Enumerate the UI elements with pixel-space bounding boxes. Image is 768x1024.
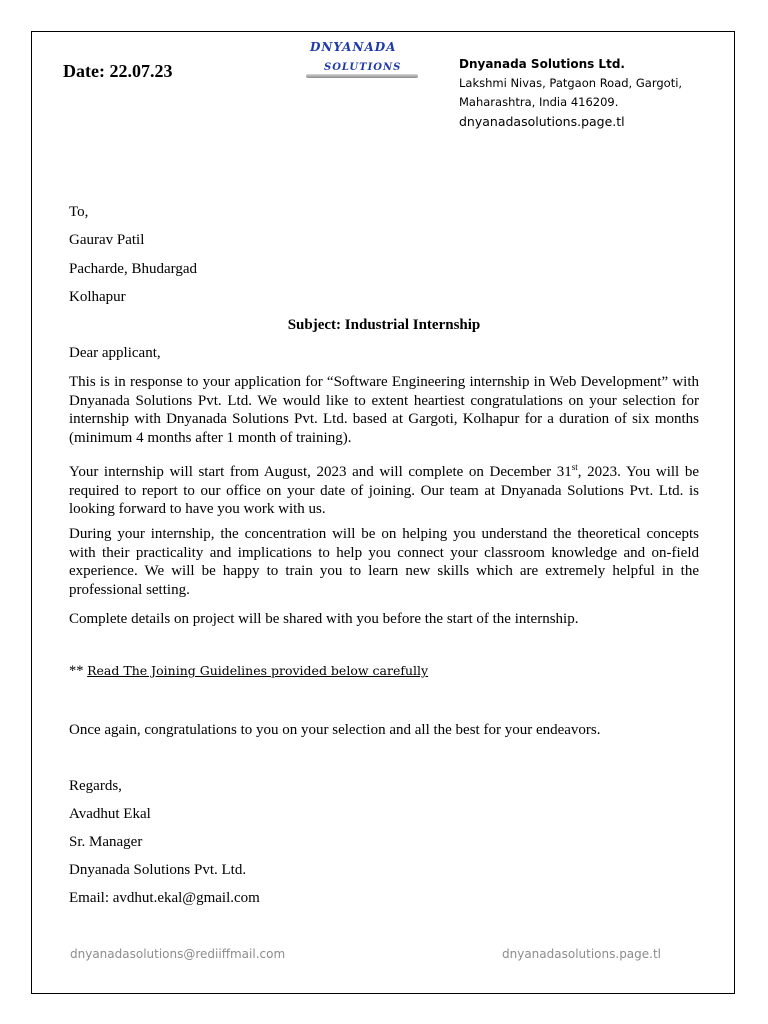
letter-subject: Subject: Industrial Internship xyxy=(287,317,481,333)
closing-line: Once again, congratulations to you on your selection and all the best for your endeavors. xyxy=(69,722,601,738)
recipient-address1: Pacharde, Bhudargad xyxy=(69,261,198,277)
recipient-name: Gaurav Patil xyxy=(69,232,145,248)
footer-email: dnyanadasolutions@rediiffmail.com xyxy=(70,947,286,961)
paragraph-2-part1: Your internship will start from August, 2023 and will complete on December 31 xyxy=(69,464,572,480)
note-text: Read The Joining Guidelines provided below carefully xyxy=(87,663,429,678)
letter-date: Date: 22.07.23 xyxy=(63,61,173,81)
company-address-block xyxy=(459,55,682,131)
paragraph-2-superscript: st xyxy=(571,462,578,472)
company-name: Dnyanada Solutions Ltd. xyxy=(459,57,625,71)
company-address-line2: Maharashtra, India 416209. xyxy=(459,95,619,109)
logo-top-text: DNYANADA xyxy=(310,40,397,54)
paragraph-3: During your internship, the concentration will be on helping you understand the theoretical concepts with their practicality and implications to help you connect your classroom knowledge and on-field experience. We will be happy to train you to learn new skills which are extremely helpful in the professional setting. xyxy=(69,526,699,598)
signature-company: Dnyanada Solutions Pvt. Ltd. xyxy=(69,862,247,878)
note-prefix: ** xyxy=(69,663,88,679)
joining-guidelines-note xyxy=(69,663,428,680)
company-website: dnyanadasolutions.page.tl xyxy=(459,114,625,129)
signature-title: Sr. Manager xyxy=(69,834,143,850)
paragraph-2-part2: , 2023. You will be required to report to our office on your date of joining. Our team at Dnyanada Solutions Pvt. Ltd. is looking forward to have you work with us. xyxy=(69,464,699,517)
company-logo xyxy=(298,40,422,82)
paragraph-1: This is in response to your application for “Software Engineering internship in Web Development” with Dnyanada Solutions Pvt. Ltd. We would like to extent heartiest congratulations on your selection for internship with Dnyanada Solutions Pvt. Ltd. based at Gargoti, Kolhapur for a duration of six months (minimum 4 months after 1 month of training). xyxy=(69,374,699,446)
salutation: Dear applicant, xyxy=(69,345,161,361)
paragraph-4: Complete details on project will be shared with you before the start of the internship. xyxy=(69,611,579,627)
signature-name: Avadhut Ekal xyxy=(69,806,151,822)
paragraph-2 xyxy=(69,458,699,519)
recipient-address2: Kolhapur xyxy=(69,289,126,305)
recipient-to: To, xyxy=(69,204,89,220)
logo-underline xyxy=(306,74,418,78)
signature-email: Email: avdhut.ekal@gmail.com xyxy=(69,890,260,906)
signature-regards: Regards, xyxy=(69,778,122,794)
footer-website: dnyanadasolutions.page.tl xyxy=(502,947,662,961)
logo-bottom-text: SOLUTIONS xyxy=(324,62,402,73)
company-address-line1: Lakshmi Nivas, Patgaon Road, Gargoti, xyxy=(459,76,683,90)
